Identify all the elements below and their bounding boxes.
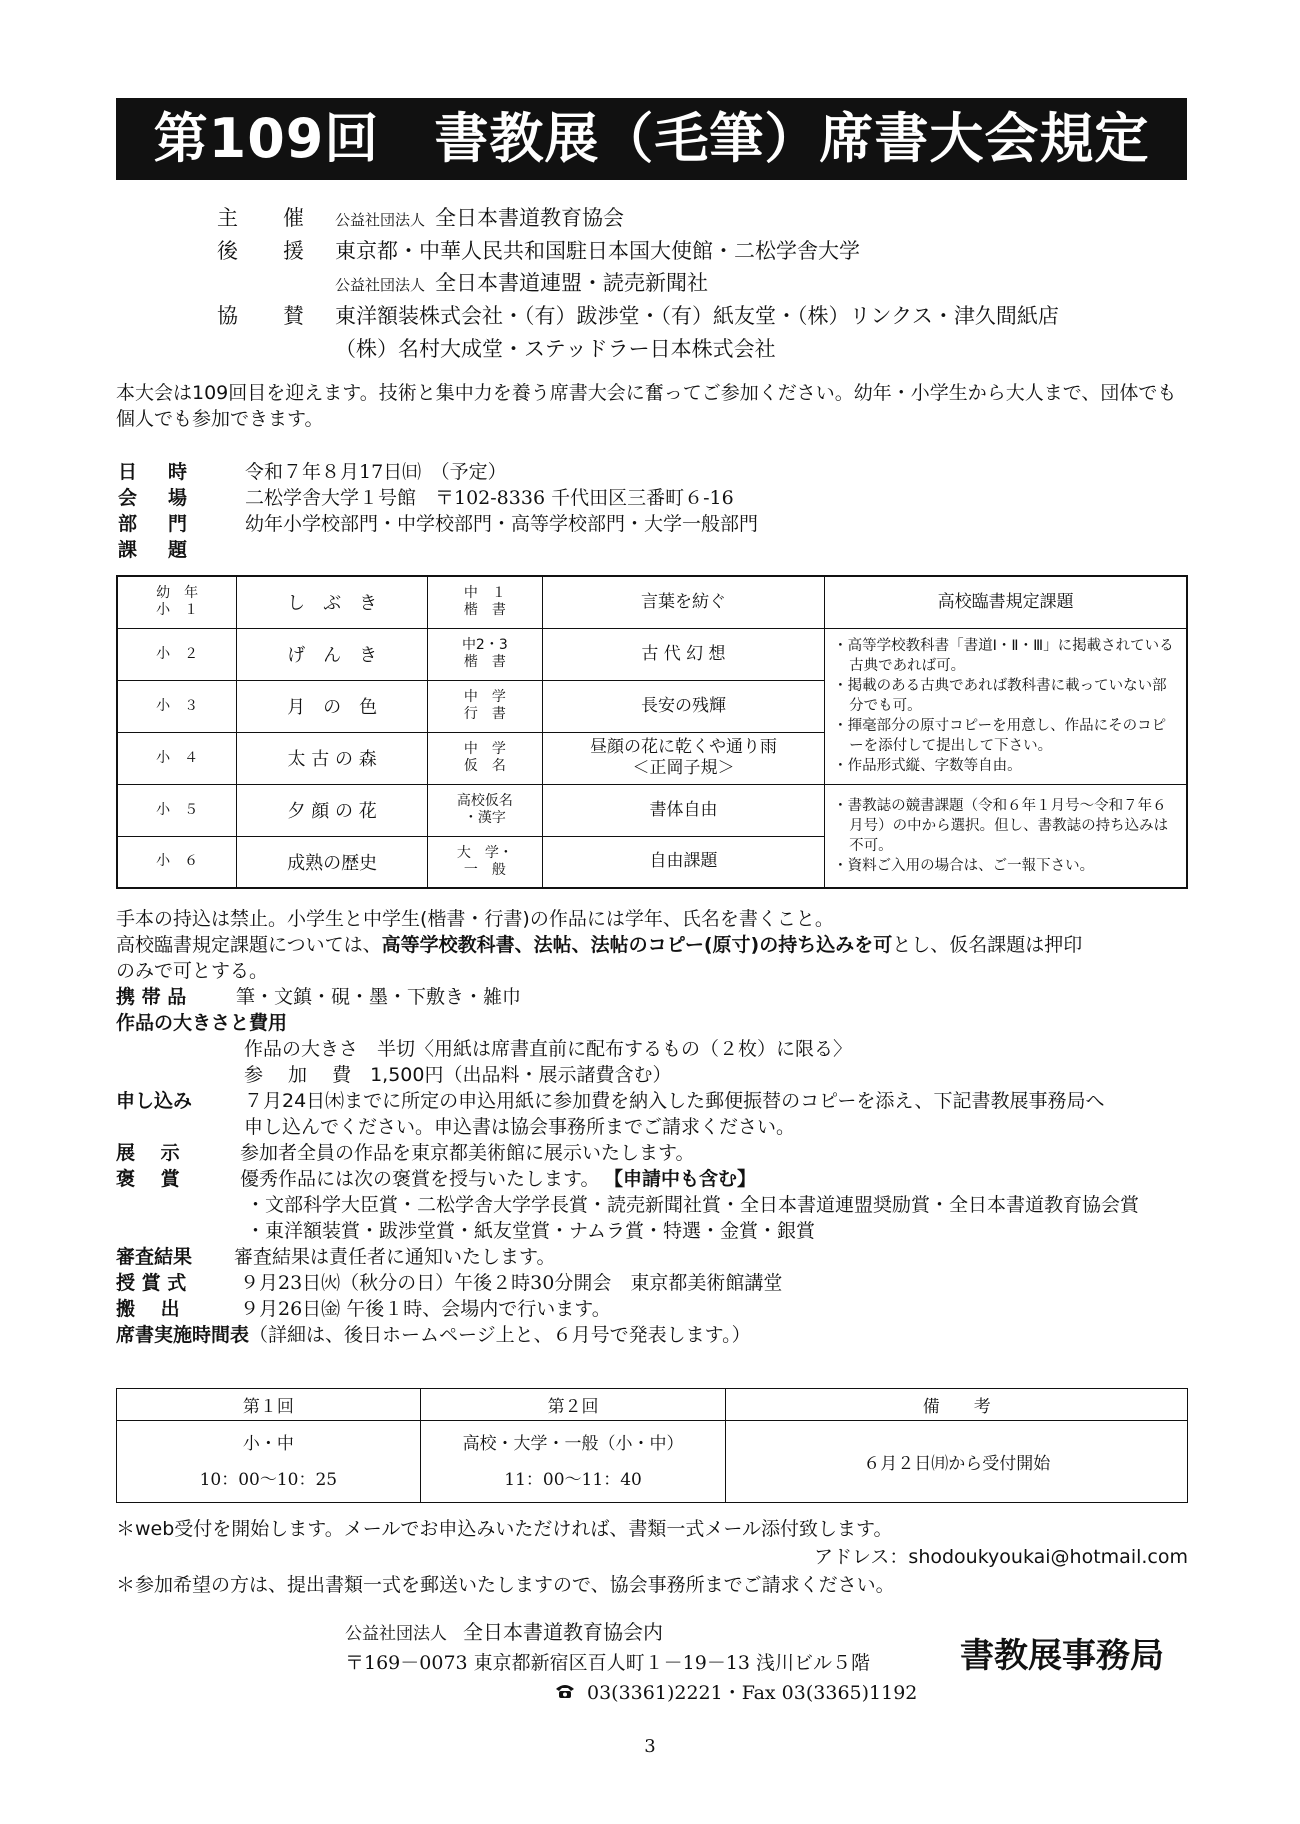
topic-cell: 太 古 の 森 (237, 732, 428, 784)
schedule-group: 高校・大学・一般（小・中） (462, 1433, 684, 1454)
footer-phone-row (555, 1681, 917, 1705)
grade-cell: 中 学 行 書 (427, 680, 542, 732)
schedule-cell (420, 1421, 726, 1503)
award-list: ・文部科学大臣賞・二松学舎大学学長賞・読売新聞社賞・全日本書道連盟奨励賞・全日本書道教育協会賞 (246, 1194, 1140, 1216)
apply-line: 申し込んでください。申込書は協会事務所までご請求ください。 (244, 1116, 796, 1138)
topic-cell: 自由課題 (542, 836, 824, 888)
award-list: ・東洋額装賞・跋渉堂賞・紙友堂賞・ナムラ賞・特選・金賞・銀賞 (246, 1220, 816, 1242)
grade-cell: 小 ６ (117, 836, 237, 888)
topic-cell: 月 の 色 (237, 680, 428, 732)
topic-cell: し ぶ き (237, 576, 428, 628)
schedule-heading (116, 1323, 751, 1347)
rule-text: 高校臨書規定課題については、 (116, 934, 382, 956)
schedule-time: 10：00～10：25 (199, 1469, 338, 1490)
topic-cell: 言葉を紡ぐ (542, 576, 824, 628)
schedule-remark: ６月２日㈪から受付開始 (726, 1421, 1188, 1503)
schedule-label: 席書実施時間表 (116, 1324, 250, 1346)
apply-value: ７月24日㈭までに所定の申込用紙に参加費を納入した郵便振替のコピーを添え、下記書教展事務局へ (244, 1090, 1105, 1112)
info-label: 部 門 (118, 513, 194, 535)
size-line: 作品の大きさ 半切〈用紙は席書直前に配布するもの（２枚）に限る〉 (244, 1038, 853, 1060)
footer-address: 〒169－0073 東京都新宿区百人町１－19－13 浅川ビル５階 (345, 1652, 871, 1674)
rule-line: のみで可とする。 (116, 960, 269, 982)
items-value: 筆・文鎮・硯・墨・下敷き・雑巾 (236, 986, 522, 1008)
apply-row (116, 1089, 1105, 1113)
topic-cell: 書体自由 (542, 784, 824, 836)
subjects-table (116, 575, 1188, 889)
schedule-header: 第１回 (117, 1389, 421, 1421)
grade-cell: 中2・3 楷 書 (427, 628, 542, 680)
exhibit-value: 参加者全員の作品を東京都美術館に展示いたします。 (240, 1142, 695, 1164)
note-line: ・揮毫部分の原寸コピーを用意し、作品にそのコピーを添付して提出して下さい。 (833, 718, 1167, 754)
schedule-time: 11：00～11：40 (504, 1469, 642, 1490)
result-row (116, 1245, 555, 1269)
grade-cell: 小 ４ (117, 732, 237, 784)
organizer-value: 東洋額装株式会社・（有）跋渉堂・（有）紙友堂・（株）リンクス・津久間紙店 (335, 304, 1059, 328)
info-label: 日 時 (118, 461, 194, 483)
table-row (117, 1389, 1188, 1421)
header-cell: 高校臨書規定課題 (825, 576, 1187, 628)
award-value: 優秀作品には次の褒賞を授与いたします。 (240, 1168, 600, 1190)
footer-org-name: 全日本書道教育協会内 (463, 1620, 663, 1644)
organizer-prefix: 公益社団法人 (335, 276, 426, 294)
grade-cell: 中 １ 楷 書 (427, 576, 542, 628)
page-number: 3 (644, 1736, 656, 1757)
ceremony-label: 授 賞 式 (116, 1272, 187, 1294)
result-value: 審査結果は責任者に通知いたします。 (234, 1246, 556, 1268)
organizer-value: 全日本書道教育協会 (435, 206, 625, 230)
size-label: 作品の大きさと費用 (116, 1012, 288, 1034)
info-value: 令和７年８月17日㈰ （予定） (245, 461, 507, 483)
grade-cell: 高校仮名 ・漢字 (427, 784, 542, 836)
topic-cell: 成熟の歴史 (237, 836, 428, 888)
email-address: アドレス：shodoukyoukai@hotmail.com (814, 1546, 1188, 1568)
topic-cell: 昼顔の花に乾くや通り雨 ＜正岡子規＞ (542, 732, 824, 784)
office-name: 書教展事務局 (960, 1636, 1164, 1676)
organizer-value: 東京都・中華人民共和国駐日本国大使館・二松学舎大学 (335, 239, 860, 263)
intro-text: 本大会は109回目を迎えます。技術と集中力を養う席書大会に奮ってご参加ください。幼年・小学生から大人まで、団体でも個人でも参加できます。 (116, 382, 1177, 430)
ceremony-value: ９月23日㈫（秋分の日）午後２時30分開会 東京都美術館講堂 (240, 1272, 783, 1294)
schedule-table (116, 1388, 1188, 1503)
notes-cell (825, 784, 1187, 888)
note-line: ・書教誌の競書課題（令和６年１月号～令和７年６月号）の中から選択。但し、書教誌の持ち込みは不可。 (833, 797, 1169, 854)
organizer-label: 協 賛 (217, 304, 316, 328)
schedule-note: （詳細は、後日ホームページ上と、６月号で発表します。） (249, 1324, 751, 1346)
organizer-prefix: 公益社団法人 (335, 211, 426, 229)
note-line: ・高等学校教科書「書道Ⅰ・Ⅱ・Ⅲ」に掲載されている古典であれば可。 (833, 638, 1174, 674)
rule-line (116, 933, 1082, 957)
info-label: 課 題 (118, 539, 194, 561)
footer-org (345, 1620, 663, 1646)
footer-org-prefix: 公益社団法人 (345, 1624, 447, 1644)
items-row (116, 985, 521, 1009)
result-label: 審査結果 (116, 1246, 193, 1268)
page-title: 第109回 書教展（毛筆）席書大会規定 (116, 98, 1187, 180)
organizer-value: 全日本書道連盟・読売新聞社 (435, 271, 709, 295)
phone-icon (555, 1681, 577, 1705)
grade-cell: 小 ５ (117, 784, 237, 836)
fee-line: 参 加 費 1,500円（出品料・展示諸費含む） (244, 1064, 672, 1086)
schedule-group: 小・中 (242, 1433, 294, 1454)
items-label: 携 帯 品 (116, 986, 187, 1008)
info-label: 会 場 (118, 487, 194, 509)
award-note: 【申請中も含む】 (613, 1168, 756, 1190)
info-value: 二松学舎大学１号館 〒102-8336 千代田区三番町６-16 (245, 487, 734, 509)
note-line: ・資料ご入用の場合は、ご一報下さい。 (833, 857, 1095, 874)
topic-cell: 古 代 幻 想 (542, 628, 824, 680)
rule-line: 手本の持込は禁止。小学生と中学生(楷書・行書)の作品には学年、氏名を書くこと。 (116, 908, 834, 930)
exhibit-label: 展 示 (116, 1142, 180, 1164)
organizer-label: 主 催 (217, 206, 316, 230)
table-row (117, 784, 1187, 836)
carry-row (116, 1297, 611, 1321)
topic-cell: 長安の残輝 (542, 680, 824, 732)
award-label: 褒 賞 (116, 1168, 180, 1190)
schedule-header: 第２回 (420, 1389, 726, 1421)
apply-label: 申し込み (116, 1090, 193, 1112)
schedule-header: 備 考 (726, 1389, 1188, 1421)
grade-cell: 小 ３ (117, 680, 237, 732)
table-row (117, 1421, 1188, 1503)
carry-value: ９月26日㈮ 午後１時、会場内で行います。 (240, 1298, 611, 1320)
grade-cell: 小 ２ (117, 628, 237, 680)
topic-cell: げ ん き (237, 628, 428, 680)
topic-cell: 夕 顔 の 花 (237, 784, 428, 836)
footer-phone: 03(3361)2221・Fax 03(3365)1192 (587, 1682, 918, 1704)
rule-text: とし、仮名課題は押印 (892, 934, 1083, 956)
mail-note: ＊参加希望の方は、提出書類一式を郵送いたしますので、協会事務所までご請求ください。 (116, 1574, 895, 1596)
ceremony-row (116, 1271, 782, 1295)
grade-cell: 大 学・ 一 般 (427, 836, 542, 888)
web-note: ＊web受付を開始します。メールでお申込みいただければ、書類一式メール添付致します。 (116, 1518, 893, 1540)
grade-cell: 幼 年 小 １ (117, 576, 237, 628)
rule-emphasis: 高等学校教科書、法帖、法帖のコピー(原寸)の持ち込みを可 (381, 934, 893, 956)
table-row (117, 576, 1187, 628)
note-line: ・掲載のある古典であれば教科書に載っていない部分でも可。 (833, 678, 1167, 714)
exhibit-row (116, 1141, 694, 1165)
note-line: ・作品形式縦、字数等自由。 (833, 758, 1022, 774)
organizer-value: （株）名村大成堂・ステッドラー日本株式会社 (335, 337, 776, 361)
table-row (117, 628, 1187, 680)
info-value: 幼年小学校部門・中学校部門・高等学校部門・大学一般部門 (245, 513, 759, 535)
organizer-label: 後 援 (217, 239, 316, 263)
grade-cell: 中 学 仮 名 (427, 732, 542, 784)
schedule-cell (117, 1421, 421, 1503)
carry-label: 搬 出 (116, 1298, 180, 1320)
notes-cell (825, 628, 1187, 784)
award-row (116, 1167, 756, 1191)
